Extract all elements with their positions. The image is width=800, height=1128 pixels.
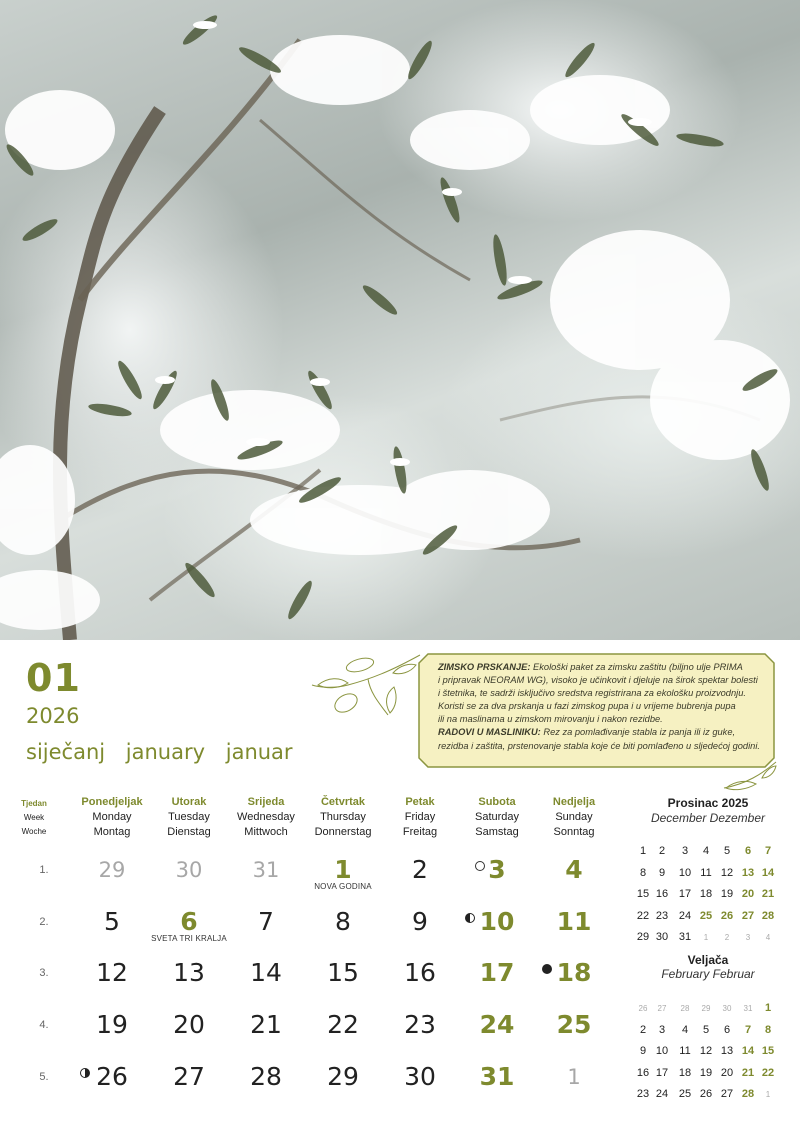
- mini-day-cell: 8: [639, 866, 647, 879]
- tips-note: [418, 653, 775, 768]
- note-text: ZIMSKO PRSKANJE: Ekološki paket za zimsku zaštitu (biljno ulje PRIMA i pripravak NEORAM WG), visoko je učinkovit i djeluje na širok spektar bolesti i štetnika, te sadrži isključivo sredstva registrirana za ekološku proizvodnju. Koristi se za dva prskanja u fazi zimskog pupa i u vrijeme bubrenja pupa ili na maslinama u zimskom mirovanju i nakon rezidbe. RADOVI U MASLINIKU: Rez za pomlađivanje stabla iz panja ili iz guke, rezidba i zaštita, prstenovanje stabla koje će biti pomlađeno u sljedećoj godini.: [438, 662, 760, 751]
- mini-day-cell: 8: [764, 1023, 772, 1036]
- weekday-de: Freitag: [402, 826, 438, 838]
- week-number: 2.: [39, 916, 49, 928]
- month-names: [26, 740, 307, 764]
- olive-sprig-icon: [308, 647, 423, 722]
- weekday-sl: Utorak: [171, 796, 207, 808]
- month-name-en: january: [125, 740, 206, 764]
- mini-day-cell: 4: [765, 933, 771, 942]
- mini-day-cell: 24: [655, 1088, 669, 1100]
- mini-day-cell: 17: [678, 888, 692, 900]
- weekday-de: Montag: [93, 826, 131, 838]
- mini-day-cell: 21: [741, 1066, 755, 1079]
- day-cell[interactable]: 30: [175, 858, 203, 882]
- day-cell[interactable]: 24: [479, 1010, 515, 1039]
- mini-day-cell: 12: [720, 866, 734, 879]
- mini-day-cell: 14: [761, 866, 775, 879]
- olive-leaf-icon: [722, 760, 778, 794]
- day-cell[interactable]: 18: [556, 958, 592, 987]
- day-cell[interactable]: 7: [258, 907, 274, 936]
- mini-day-cell: 10: [655, 1045, 669, 1057]
- mini-day-cell: 13: [741, 866, 755, 879]
- week-column-header: Tjedan Week Woche: [21, 799, 47, 836]
- weekday-sl: Srijeda: [247, 796, 285, 808]
- mini-day-cell: 26: [720, 909, 734, 922]
- mini-day-cell: 19: [699, 1066, 713, 1079]
- day-cell[interactable]: 22: [327, 1010, 359, 1039]
- mini-day-cell: 10: [678, 866, 692, 879]
- day-cell[interactable]: 13: [173, 958, 205, 987]
- mini-day-cell: 28: [680, 1004, 690, 1013]
- month-number: 01: [26, 656, 81, 700]
- mini-day-cell: 6: [723, 1023, 731, 1036]
- day-cell[interactable]: 1: [334, 855, 352, 884]
- year: 2026: [26, 704, 80, 728]
- mini-day-cell: 4: [702, 845, 710, 857]
- weekday-sl: Ponedjeljak: [81, 796, 143, 808]
- day-cell[interactable]: 31: [479, 1062, 515, 1091]
- mini-day-cell: 15: [761, 1045, 775, 1057]
- mini-day-cell: 11: [700, 866, 712, 879]
- mini-day-cell: 5: [723, 845, 731, 857]
- weekday-sl: Subota: [478, 796, 516, 808]
- day-cell[interactable]: 4: [565, 855, 583, 884]
- mini-calendar-subtitle: February Februar: [661, 967, 755, 981]
- moon-phase-last-icon: [465, 913, 475, 923]
- mini-day-cell: 22: [761, 1066, 775, 1079]
- day-cell[interactable]: 3: [488, 855, 506, 884]
- mini-day-cell: 6: [744, 845, 752, 857]
- weekday-de: Mittwoch: [244, 826, 288, 838]
- mini-day-cell: 26: [638, 1004, 648, 1013]
- mini-day-cell: 9: [639, 1045, 647, 1057]
- day-cell[interactable]: 12: [96, 958, 128, 987]
- week-number: 4.: [39, 1019, 49, 1031]
- weekday-de: Donnerstag: [314, 826, 372, 838]
- mini-day-cell: 25: [699, 909, 713, 922]
- mini-calendar-title: Prosinac 2025: [667, 796, 749, 810]
- day-cell[interactable]: 2: [412, 855, 428, 884]
- weekday-de: Sonntag: [553, 826, 595, 838]
- day-cell[interactable]: 20: [173, 1010, 205, 1039]
- mini-day-cell: 26: [699, 1088, 713, 1100]
- mini-day-cell: 17: [655, 1066, 669, 1079]
- mini-day-cell: 29: [636, 931, 650, 943]
- weekday-en: Sunday: [555, 811, 593, 823]
- mini-day-cell: 28: [761, 909, 775, 922]
- day-cell[interactable]: 26: [96, 1062, 128, 1091]
- weekday-en: Saturday: [474, 811, 520, 823]
- mini-day-cell: 16: [655, 888, 669, 900]
- mini-day-cell: 27: [741, 909, 755, 922]
- mini-day-cell: 30: [722, 1004, 732, 1013]
- day-cell[interactable]: 8: [335, 907, 351, 936]
- mini-day-cell: 27: [720, 1088, 734, 1100]
- mini-day-cell: 23: [636, 1088, 650, 1100]
- weekday-en: Wednesday: [237, 811, 295, 823]
- day-cell[interactable]: 28: [250, 1062, 282, 1091]
- day-cell[interactable]: 1: [567, 1065, 581, 1089]
- day-cell[interactable]: 11: [556, 907, 592, 936]
- mini-day-cell: 30: [655, 931, 669, 943]
- day-cell[interactable]: 15: [327, 958, 359, 987]
- day-cell[interactable]: 9: [412, 907, 428, 936]
- mini-day-cell: 15: [636, 888, 650, 900]
- mini-day-cell: 21: [761, 888, 775, 900]
- weekday-header-sunday: [529, 796, 619, 841]
- note-label-spraying: ZIMSKO PRSKANJE:: [438, 662, 531, 672]
- day-cell[interactable]: 10: [479, 907, 515, 936]
- weekday-sl: Petak: [405, 796, 435, 808]
- mini-day-cell: 18: [699, 888, 713, 900]
- day-cell[interactable]: 21: [250, 1010, 282, 1039]
- day-cell[interactable]: 29: [98, 858, 126, 882]
- mini-day-cell: 22: [636, 909, 650, 922]
- mini-day-cell: 16: [636, 1066, 650, 1079]
- mini-calendar-subtitle: December Dezember: [650, 811, 766, 825]
- mini-day-cell: 12: [699, 1045, 713, 1057]
- moon-phase-full-icon: [475, 861, 485, 871]
- weekday-en: Monday: [92, 811, 132, 823]
- mini-day-cell: 3: [658, 1023, 666, 1036]
- mini-day-cell: 5: [702, 1023, 710, 1036]
- mini-day-cell: 3: [681, 845, 689, 857]
- day-cell[interactable]: 30: [404, 1062, 436, 1091]
- mini-day-cell: 2: [658, 845, 666, 857]
- weekday-en: Friday: [404, 811, 436, 823]
- mini-day-cell: 2: [724, 933, 730, 942]
- day-cell[interactable]: 17: [479, 958, 515, 987]
- mini-day-cell: 1: [639, 845, 647, 857]
- day-cell[interactable]: 6: [180, 907, 198, 936]
- day-cell[interactable]: 14: [250, 958, 282, 987]
- moon-phase-first-icon: [80, 1068, 90, 1078]
- mini-day-cell: 19: [720, 888, 734, 900]
- mini-day-cell: 9: [658, 866, 666, 879]
- day-cell[interactable]: 19: [96, 1010, 128, 1039]
- mini-day-cell: 1: [764, 1002, 772, 1014]
- month-name-hr: siječanj: [26, 740, 106, 764]
- day-cell[interactable]: 31: [252, 858, 280, 882]
- mini-day-cell: 25: [678, 1088, 692, 1100]
- weekday-sl: Četvrtak: [320, 796, 366, 808]
- mini-day-cell: 27: [657, 1004, 667, 1013]
- day-cell[interactable]: 23: [404, 1010, 436, 1039]
- weekday-de: Samstag: [475, 826, 519, 838]
- mini-day-cell: 3: [745, 933, 751, 942]
- weekday-de: Dienstag: [167, 826, 211, 838]
- mini-day-cell: 1: [703, 933, 709, 942]
- day-cell[interactable]: 5: [104, 907, 120, 936]
- mini-day-cell: 4: [681, 1023, 689, 1036]
- month-name-de: januar: [225, 740, 293, 764]
- holiday-label: NOVA GODINA: [314, 882, 372, 891]
- moon-phase-new-icon: [542, 964, 552, 974]
- mini-day-cell: 20: [741, 888, 755, 900]
- week-number: 3.: [39, 967, 49, 979]
- mini-day-cell: 11: [679, 1045, 691, 1057]
- weekday-en: Tuesday: [168, 811, 210, 823]
- day-cell[interactable]: 27: [173, 1062, 205, 1091]
- mini-day-cell: 31: [678, 931, 692, 943]
- mini-day-cell: 31: [743, 1004, 753, 1013]
- mini-day-cell: 24: [678, 909, 692, 922]
- mini-calendar-title: Veljača: [687, 953, 729, 967]
- mini-day-cell: 18: [678, 1066, 692, 1079]
- day-cell[interactable]: 25: [556, 1010, 592, 1039]
- mini-day-cell: 29: [701, 1004, 711, 1013]
- note-label-works: RADOVI U MASLINIKU:: [438, 727, 541, 738]
- mini-day-cell: 2: [639, 1023, 647, 1036]
- mini-day-cell: 13: [720, 1045, 734, 1057]
- mini-day-cell: 28: [741, 1088, 755, 1100]
- week-number: 5.: [39, 1071, 49, 1083]
- weekday-en: Thursday: [320, 811, 366, 823]
- mini-day-cell: 1: [765, 1090, 771, 1099]
- day-cell[interactable]: 16: [404, 958, 436, 987]
- week-number: 1.: [39, 864, 49, 876]
- mini-day-cell: 14: [741, 1045, 755, 1057]
- weekday-sl: Nedjelja: [552, 796, 596, 808]
- mini-day-cell: 20: [720, 1066, 734, 1079]
- mini-day-cell: 7: [764, 845, 772, 857]
- mini-day-cell: 23: [655, 909, 669, 922]
- mini-day-cell: 7: [744, 1023, 752, 1036]
- holiday-label: SVETA TRI KRALJA: [151, 934, 227, 943]
- day-cell[interactable]: 29: [327, 1062, 359, 1091]
